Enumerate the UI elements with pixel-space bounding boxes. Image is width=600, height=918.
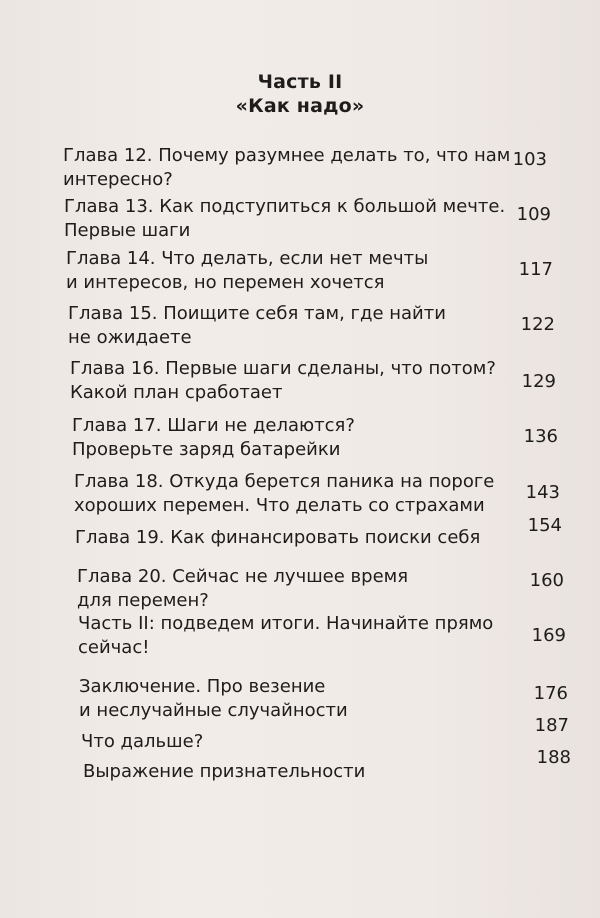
toc-entry-title-line: Выражение признательности [83,761,366,782]
toc-entry-title-line: хороших перемен. Что делать со страхами [74,495,485,516]
toc-page-number: 143 [525,482,560,503]
toc-page-number: 136 [523,426,558,447]
toc-entry-title-line: Глава 14. Что делать, если нет мечты [66,248,429,269]
toc-entry-title-line: Глава 13. Как подступиться к большой мечте. [64,196,506,217]
toc-entry-title-line: Проверьте заряд батарейки [72,439,341,460]
toc-entry-title [70,357,496,405]
toc-entry-title-line: и неслучайные случайности [79,700,348,721]
toc-entry-title [77,565,408,613]
toc-page-number: 109 [516,204,551,225]
toc-page-number: 122 [520,314,555,335]
toc-entry-title [81,730,203,754]
toc-page-number: 160 [529,570,564,591]
toc-entry-title-line: Заключение. Про везение [79,676,326,697]
part-title: Часть II [257,71,343,93]
toc-entry-title-line: для перемен? [77,590,209,611]
toc-entry-title [75,526,480,550]
toc-entry-title-line: Глава 17. Шаги не делаются? [72,415,355,436]
part-subtitle: «Как надо» [235,95,365,117]
toc-entry-title-line: Что дальше? [81,731,204,752]
toc-page-number: 187 [534,715,569,736]
toc-entry-title [78,612,493,660]
toc-page-number: 103 [512,149,547,170]
toc-entry-title-line: Часть II: подведем итоги. Начинайте прямо [78,613,494,634]
toc-entry-title-line: Глава 18. Откуда берется паника на пороге [74,471,495,492]
toc-entry-title [63,144,510,192]
toc-entry-title-line: интересно? [63,169,173,190]
toc-page-number: 129 [521,371,556,392]
toc-entry-title-line: и интересов, но перемен хочется [66,272,385,293]
toc-entry-title-line: Глава 20. Сейчас не лучшее время [77,566,409,587]
toc-entry-title-line: сейчас! [78,637,150,658]
toc-page-number: 154 [527,515,562,536]
toc-entry-title [72,414,355,462]
toc-entry-title-line: Первые шаги [64,220,191,241]
toc-entry-title [83,760,365,784]
section-header [0,70,600,118]
toc-entry-title [68,302,446,350]
toc-page-number: 176 [533,683,568,704]
toc-entry-title-line: Глава 16. Первые шаги сделаны, что потом? [70,358,496,379]
toc-entry-title-line: не ожидаете [68,327,192,348]
toc-entry-title [64,195,505,243]
toc-page-number: 169 [531,625,566,646]
toc-entry-title-line: Какой план сработает [70,382,283,403]
toc-page-number: 117 [518,259,553,280]
toc-entry-title [79,675,348,723]
toc-entry-title [74,470,494,518]
toc-entry-title-line: Глава 15. Поищите себя там, где найти [68,303,446,324]
toc-entry-title-line: Глава 19. Как финансировать поиски себя [75,527,481,548]
toc-page-number: 188 [536,747,571,768]
toc-entry-title [66,247,428,295]
toc-entry-title-line: Глава 12. Почему разумнее делать то, что нам [63,145,511,166]
